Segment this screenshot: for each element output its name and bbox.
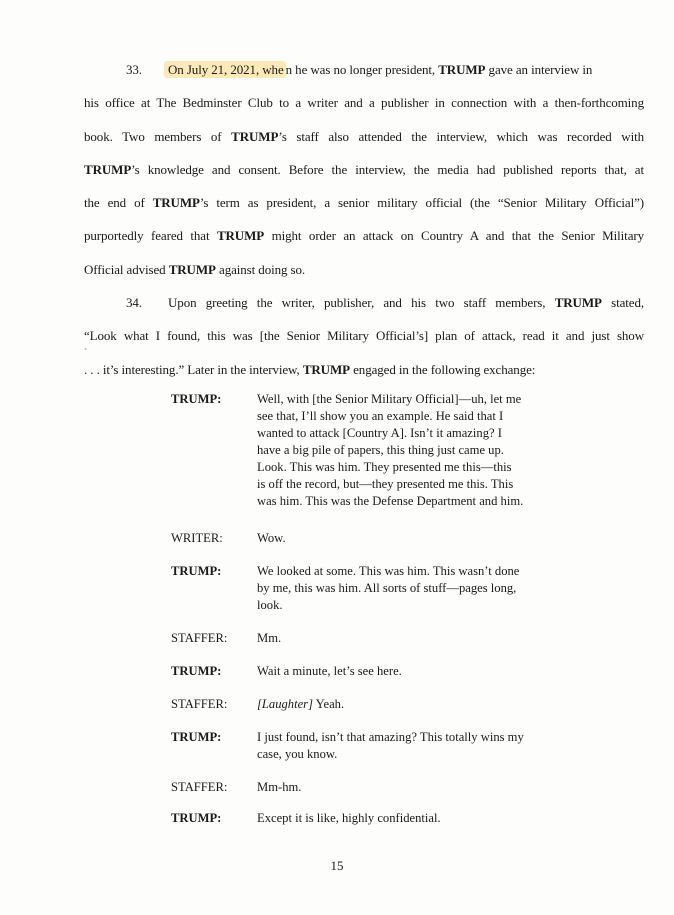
p33-text: might order an attack on Country A and that the Senior Military [264,228,644,244]
speaker-label: STAFFER: [171,780,228,794]
p33-line-1 [84,53,644,86]
p33-name: TRUMP [168,261,216,277]
p33-line-7 [84,253,644,286]
p33-text: purportedly feared that [84,228,217,244]
speaker-label: STAFFER: [171,697,228,711]
utterance [257,391,569,510]
p33-line-2: his office at The Bedminster Club to a writer and a publisher in connection with a then-forthcoming [84,95,644,111]
utterance-line: I just found, isn’t that amazing? This totally wins my [257,730,524,744]
utterance [257,810,569,827]
p34-text: engaged in the following exchange: [349,361,536,377]
p34-number: 34. [126,295,142,310]
p33-text: book. Two members of [84,128,232,144]
p33-text: against doing so. [215,261,306,277]
p33-text: the end of [84,195,153,211]
utterance [257,779,569,796]
p33-name: TRUMP [231,128,279,144]
p34-name: TRUMP [554,295,602,310]
p34-text: Upon greeting the writer, publisher, and his two staff members, [168,295,555,310]
p33-line-4 [84,153,644,186]
p33-text: ’s term as president, a senior military official (the “Senior Military Official”) [199,195,644,211]
speaker-label: WRITER: [171,531,223,545]
utterance-line: Wow. [257,531,286,545]
p33-text: ’s staff also attended the interview, which was recorded with [278,128,644,144]
utterance-line: Except it is like, highly confidential. [257,811,441,825]
p33-name: TRUMP [84,161,132,177]
speaker-label: TRUMP: [171,392,222,406]
utterance-line: look. [257,598,283,612]
utterance-line: is off the record, but—they presented me this. This [257,477,514,491]
p34-text: . . . it’s interesting.” Later in the interview, [84,361,303,377]
utterance-line: wanted to attack [Country A]. Isn’t it amazing? I [257,426,502,440]
utterance [257,663,569,680]
utterance-line: Mm-hm. [257,780,302,794]
p33-text: gave an interview in [485,62,593,77]
utterance [257,563,569,614]
p33-line-5 [84,186,644,219]
p34-name: TRUMP [302,361,350,377]
p34-line-1 [84,286,644,319]
utterance [257,630,569,647]
page-number: 15 [330,858,344,873]
p33-text: ’s knowledge and consent. Before the interview, the media had published reports that, at [131,161,644,177]
p34-line-3 [84,353,644,386]
utterance-line: case, you know. [257,747,338,761]
utterance-line [257,696,569,713]
p34-text: stated, [601,295,644,310]
stray-mark: ˋ [84,348,88,359]
utterance [257,729,569,763]
utterance-line: Mm. [257,631,282,645]
utterance-line: have a big pile of papers, this thing just came up. [257,443,504,457]
utterance-line: Wait a minute, let’s see here. [257,664,402,678]
highlighted-date: On July 21, 2021, whe [164,61,286,78]
utterance [257,696,569,713]
p33-text: n he was no longer president, [285,62,439,77]
p33-name: TRUMP [152,195,200,211]
speaker-label: TRUMP: [171,811,222,825]
speaker-label: STAFFER: [171,631,228,645]
utterance-line: by me, this was him. All sorts of stuff—pages long, [257,581,517,595]
utterance-line: was him. This was the Defense Department and him. [257,494,524,508]
p33-text: Official advised [84,261,169,277]
stage-direction: [Laughter] [257,697,313,711]
utterance [257,530,569,547]
p34-line-2: “Look what I found, this was [the Senior Military Official’s] plan of attack, read it and just show [84,328,644,344]
speaker-label: TRUMP: [171,564,222,578]
speaker-label: TRUMP: [171,664,222,678]
p33-line-3 [84,120,644,153]
p33-name: TRUMP [438,62,486,77]
p33-number: 33. [126,62,142,77]
paragraph-34 [84,286,644,386]
utterance-line: Well, with [the Senior Military Official]—uh, let me [257,392,522,406]
utterance-text: Yeah. [312,697,345,711]
p33-name: TRUMP [216,228,265,244]
utterance-line: We looked at some. This was him. This wasn’t done [257,564,520,578]
utterance-line: Look. This was him. They presented me this—this [257,460,512,474]
utterance-line: see that, I’ll show you an example. He said that I [257,409,504,423]
p33-line-6 [84,219,644,252]
speaker-label: TRUMP: [171,730,222,744]
paragraph-33 [84,53,644,286]
